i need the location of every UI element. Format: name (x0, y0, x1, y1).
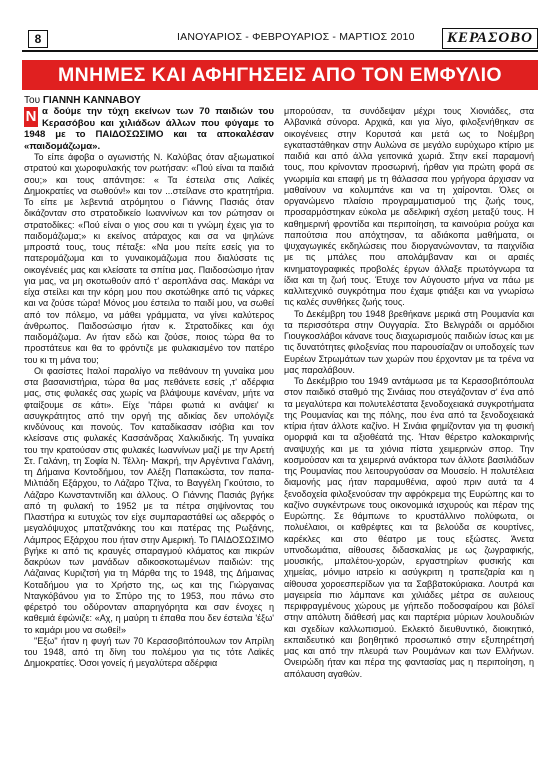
body-paragraph: μπορούσαν, τα συνόδεψαν μέχρι τους Χιονιάδες, στα Αλβανικά σύνορα. Αρχικά, και για λίγο, φιλοξενήθηκαν σε οικογένειες στην Κορυτσά και μετά ως το Νοέμβρη εγκαταστάθηκαν στην Αυλώνα σε μεγάλο ευρύχωρο κτίριο με παιδιά και από άλλα γειτονικά χωριά. Στην εκεί παραμονή τους, που κρίνονταν προσωρινή, ήρθαν για πρώτη φορά σε γνωριμία και επαφή με τη θάλασσα που γρήγορα άρχισαν να μαθαίνουν να κολυμπάνε και να τη χαίρονται. Όλες οι οργανώμενο πλαίσιο προγραμματισμού της ζωής τους, προσαρμόστηκαν εύκολα με αδελφική σχέση μεταξύ τους. Η καθημερινή φροντίδα και περιποίηση, τα καινούρια ρούχα και παπούτσια που απόχτησαν, τα αδιάκοπα μαθήματα, οι ψυχαγωγικές εκδηλώσεις που διοργανώνονταν, τα παιχνίδια με τις μπάλες που απολάμβαναν και οι αραιές κινηματογραφικές προβολές έργων άλλαξε πρωτόγνωρα τα ίδια και τη ζωή τους. Έτυχε τον Αύγουστο μήνα να πάω με καλλιτεχνικό συγκρότημα που έχαμε φτιάξει και να γνωρίσω τις καλές συνθήκες ζωής τους. (284, 106, 534, 308)
drop-cap: Ν (25, 108, 37, 125)
body-paragraph: Το Δεκέμβρη του 1948 βρεθήκανε μερικά στη Ρουμανία και τα περισσότερα στην Ουγγαρία. Στο Βελιγράδι οι αρμόδιοι Γιουγκοσλάβοι κάνανε τους διαχωρισμούς παιδιών ίσως και με τις δυνατότητες φιλοξενίας που παρουσίαζαν οι υποδοχείς των Ευρέων Στρωμάτων των χωρών που έρχονταν με τα τρένα να μας παραλάβουν. (284, 308, 534, 375)
body-paragraph: Το Δεκέμβριο του 1949 αντάμωσα με τα Κερασοβιτόπουλα στον παιδικό σταθμό της Σινάιας που στεγάζονταν σ' ένα από τα μεγαλύτερα και πολυτελέστατα ξενοδοχειακά συγκροτήματα της Ρουμανίας και της πόλης, που ένα από τα ξενοδοχειακά κτίρια ήταν άλλοτε καζίνο. Η Σινάια φημίζονταν για τη φυσική ομορφιά και τα αξιοθέατά της. Ήταν θέρετρο καλοκαιρινής αναψυχής και με τα χιόνια πίστα χειμερινών σπορ. Την κοσμούσαν και τα χειμερινά ανάκτορα των άλλοτε βασιλιάδων της Ρουμανίας που λειτουργούσαν σα Μουσείο. Η πολυτέλεια διαμονής μας ήταν παραμυθένια, αφού πριν αυτά τα 4 ξενοδοχεία φιλοξενούσαν την αφρόκρεμα της Ευρώπης και το καζίνο συγκέντρωνε τους οικονομικά ισχυρούς και πέραν της Ευρώπης. Σε θάμπωνε το κρυστάλλινο πολύφωτα, οι πολυέλαιοι, οι καθρέφτες και τα βελούδα σε κουρτίνες, καρέκλες και στο θέατρο με τους εξώστες. Άνετα υπνοδωμάτια, αίθουσες διδασκαλίας με ως ζωγραφικής, μουσικής, μπαλέτου-χορών, εργαστηρίων φυσικής και χημείας, μόνιμο ιατρείο κι ασύγκριτη η τραπεζαρία και η αίθουσα χοροεσπερίδων για τα Σαββατοκύριακα. Λουτρά και μαγειρεία πιο λάμπανε και χιλιάδες μέτρα σε αυλειους περιφραγμένους χώρους με γήπεδο ποδοσφαίρου και βόλεϊ στην απόλυτη διάθεσή μας και παρτέρια μύριων λουλουδιών και σχεδίων καλλωπισμού. Εκλεκτό διευθυντικό, διοικητικό, εκπαιδευτικό και βοηθητικό προσωπικό στην εξυπηρέτησή μας και από την πλευρά των Ρουμάνων και των Ελλήνων. Ονειρώδη ήταν και πέρα της φαντασίας μας η περιποίηση, η απόλαυση αγαθών. (284, 376, 534, 679)
newspaper-masthead: ΚΕΡΑΣΟΒΟ (442, 28, 538, 49)
article-title: ΜΝΗΜΕΣ ΚΑΙ ΑΦΗΓΗΣΕΙΣ ΑΠΟ ΤΟΝ ΕΜΦΥΛΙΟ (58, 63, 502, 86)
byline-author: ΓΙΑΝΝΗ ΚΑΝΝΑΒΟΥ (42, 95, 141, 106)
page-number: 8 (28, 30, 48, 48)
byline-prefix: Του (24, 95, 41, 106)
body-paragraph: Το είπε άφοβα ο αγωνιστής Ν. Καλύβας όταν αξιωματικοί στρατού και χωροφυλακής τον ρωτήσαν: «Πού είναι τα παιδιά σου;» και τους απάντησε: « Τα έστειλα στις Λαϊκές Δημοκρατίες να σωθούν!» και τον ...στείλανε στο κρατητήρια. Το είπε με λεβεντιά ατρόμητου ο Γιάννης Πασιάς όταν δικάζονταν στο στρατοδικείο Ιωαννίνων και τον ρώτησαν οι στρατοδίκες: «Πού είναι ο γιος σου και τι γνώμη έχεις για το παιδομάζωμα;» κι εκείνος ατάραχος και σα να ψηλώνε μπροστά τους, τους πέταξε: «Να μου πείτε εσείς για το πατερομάζωμα και το γυναικομάζωμα που διαλύσατε τις οικογένειές μας και κλείσατε τα σπίτια μας. Παιδοσώσιμο ήταν για μας, να μη σκοτωθούν από τ' αεροπλάνα σας. Μακάρι να είχα στείλει και την κόρη μου που σκοτώθηκε από τις νάρκες και να ζούσε τώρα! Μόνος μου έστειλα το παιδί μου, να σωθεί από τον πόλεμο, να μάθει γράμματα, να γίνει καλύτερος άνθρωπος. Παιδοσώσιμο ήταν κ. Στρατοδίκες και όχι παιδομάζωμα. Αν ήταν εδώ και ζούσε, ποιος τώρα θα το προστάτευε και θα το φρόντιζε με φυλακισμένο τον πατέρο του κι τη μάνα του; (24, 152, 274, 365)
body-paragraph: "Εξω" ήταν η φυγή των 70 Κερασοβιτόπουλων τον Απρίλη του 1948, από τη δίνη του πολέμου για τις τότε Λαϊκές Δημοκρατίες. Όσοι γονείς ή μεγαλύτερα αδέρφια (24, 635, 274, 669)
page-header (22, 26, 538, 52)
body-paragraph: Οι φασίστες Ιταλοί παραλίγο να πεθάνουν τη γυναίκα μου στα βασανιστήρια, τώρα θα μας πεθάνετε εσείς ,τ' αδέρφια μας, στις φυλακές σας χωρίς να βλάψουμε κανέναν, μήτε να φταίξουμε σε κάτι». Είχε 'πάρει φωτιά κι ανάψει' κι ασυγκράτητος από την οργή της αδικίας δεν υπολόγιζε κινδύνους και πονούς. Τον καταδίκασαν ισόβια και τον κλείσανε στις φυλακές Κασσάνδρας Χαλκιδικής. Τη γυναίκα του την κρατούσαν στις φυλακές Ιωαννίνων μαζί με την Αρετή Στ. Γαλάνη, τη Σοφία Ν. Τέλλη- Μακρή, την Αργέντινα Γαλάνη, τη Δήμαινα Κοντοδήμου, τον Αλέξη Παπακώστα, τον παπα-Μιλτιάδη Εξάρχου, το Λάζαρο Τζίνα, το Βαγγέλη Γκούτσιο, το Λάζαρο Κωνσταντινίδη και άλλους. Ο Γιάννης Πασιάς βγήκε από τη φυλακή το 1952 με τα πέτρα σηψίνοντας του Πλαστήρα κι ευτυχώς τον είχε συμπαραστάθεί ως αδερφός ο μεγαλόψυχος μπατζανάκης του και πατέρας της Ρωξάνης, Λάμπρος Εξάρχου που ήταν στην Αμερική. Το ΠΑΙΔΟΣΩΣΙΜΟ βγήκε κι από τις κραυγές σπαραγμού κλάματος και πικρών δακρύων των μανάδων αδικοσκοτωμένων παιδιών: της Λάζαινας Κυριζτσή για τη Μάρθα της το 1948, της Δήμαινας Κοταδήμου για το Χρήστο της, ως και της Γιώργαινας Νταγκόβάνου για το Σπύρο της το 1953, που πάνω στο φέρετρό του οδύρονταν απαρηγόρητα και σαν ένοχες η καθεμιά έφώνιζε: «Αχ, η μαύρη τι έπαθα που δεν έστειλα 'έξω' το καμάρι μου να σωθεί!» (24, 365, 274, 635)
byline (24, 95, 141, 106)
issue-date: ΙΑΝΟΥΑΡΙΟΣ - ΦΕΒΡΟΥΑΡΙΟΣ - ΜΑΡΤΙΟΣ 2010 (177, 31, 415, 43)
lead-paragraph (24, 106, 274, 152)
article-title-banner (22, 60, 538, 90)
article-column-left (24, 106, 274, 670)
lead-text: α δούμε την τύχη εκείνων των 70 παιδιών του Κερασόβου και χιλιάδων άλλων που φύγαμε το 1948 με το ΠΑΙΔΟΣΩΣΙΜΟ και τα αποκαλέσαν «παιδομάζωμα». (24, 106, 274, 152)
article-column-right (284, 106, 534, 680)
